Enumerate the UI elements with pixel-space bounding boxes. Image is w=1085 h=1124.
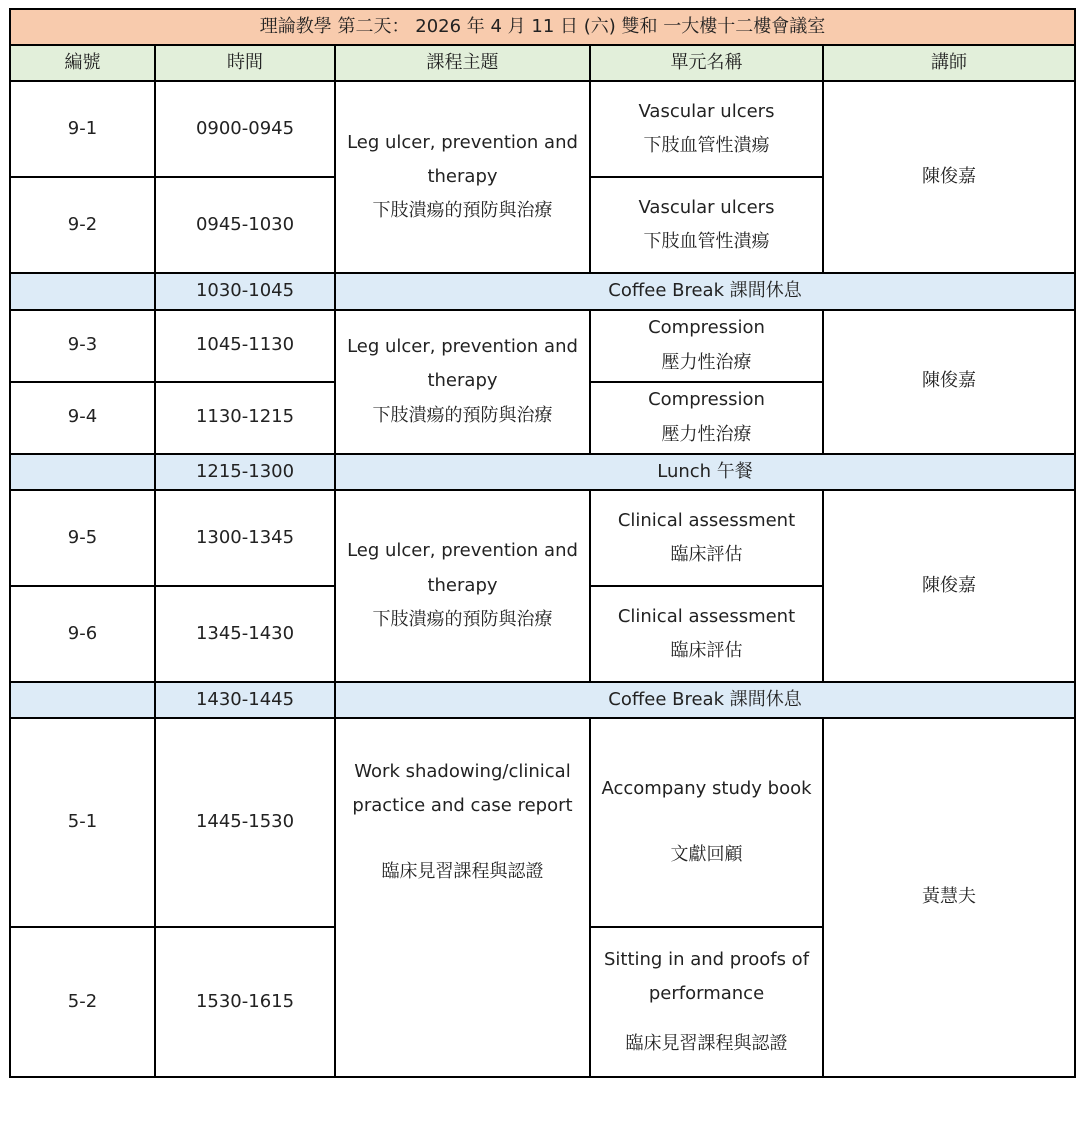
session-no: 9-1 bbox=[10, 81, 155, 177]
unit-cell bbox=[590, 177, 823, 273]
unit-en: Clinical assessment bbox=[617, 509, 796, 531]
header-unit: 單元名稱 bbox=[590, 45, 823, 81]
session-no: 9-3 bbox=[10, 310, 155, 382]
teacher-cell: 陳俊嘉 bbox=[823, 81, 1075, 273]
unit-zh: 壓力性治療 bbox=[661, 351, 752, 373]
break-time: 1430-1445 bbox=[155, 682, 335, 718]
break-label: Coffee Break 課間休息 bbox=[335, 682, 1075, 718]
unit-cell bbox=[590, 490, 823, 586]
break-time: 1215-1300 bbox=[155, 454, 335, 490]
topic-zh: 下肢潰瘍的預防與治療 bbox=[372, 404, 553, 426]
table-row bbox=[10, 490, 1075, 586]
session-no: 5-1 bbox=[10, 718, 155, 927]
unit-en: Compression bbox=[648, 317, 765, 339]
topic-zh: 下肢潰瘍的預防與治療 bbox=[372, 200, 553, 222]
break-label: Coffee Break 課間休息 bbox=[335, 273, 1075, 309]
topic-en: Work shadowing/clinical practice and case report bbox=[352, 760, 573, 817]
unit-en: Vascular ulcers bbox=[638, 197, 775, 219]
unit-cell bbox=[590, 310, 823, 382]
table-row bbox=[10, 718, 1075, 927]
topic-zh: 下肢潰瘍的預防與治療 bbox=[372, 608, 553, 630]
topic-cell bbox=[335, 310, 590, 454]
header-time: 時間 bbox=[155, 45, 335, 81]
break-row bbox=[10, 273, 1075, 309]
session-time: 1345-1430 bbox=[155, 586, 335, 682]
unit-zh: 臨床見習課程與認證 bbox=[625, 1033, 788, 1055]
session-no: 9-6 bbox=[10, 586, 155, 682]
topic-cell bbox=[335, 490, 590, 682]
session-time: 1530-1615 bbox=[155, 927, 335, 1077]
unit-en: Sitting in and proofs of performance bbox=[603, 948, 810, 1004]
session-time: 1300-1345 bbox=[155, 490, 335, 586]
break-label: Lunch 午餐 bbox=[335, 454, 1075, 490]
unit-cell bbox=[590, 718, 823, 927]
session-time: 1045-1130 bbox=[155, 310, 335, 382]
unit-zh: 壓力性治療 bbox=[661, 423, 752, 445]
session-time: 0945-1030 bbox=[155, 177, 335, 273]
session-time: 1445-1530 bbox=[155, 718, 335, 927]
topic-zh: 臨床見習課程與認證 bbox=[381, 861, 544, 883]
unit-zh: 下肢血管性潰瘍 bbox=[643, 231, 770, 253]
teacher-cell: 陳俊嘉 bbox=[823, 490, 1075, 682]
topic-en: Leg ulcer, prevention and therapy bbox=[347, 132, 578, 188]
unit-zh: 臨床評估 bbox=[670, 543, 743, 565]
break-row bbox=[10, 454, 1075, 490]
session-no: 5-2 bbox=[10, 927, 155, 1077]
unit-en: Vascular ulcers bbox=[638, 101, 775, 123]
topic-en: Leg ulcer, prevention and therapy bbox=[347, 540, 578, 596]
session-time: 0900-0945 bbox=[155, 81, 335, 177]
session-no: 9-4 bbox=[10, 382, 155, 454]
header-topic: 課程主題 bbox=[335, 45, 590, 81]
schedule-title: 理論教學 第二天： 2026 年 4 月 11 日 (六) 雙和 一大樓十二樓會議室 bbox=[10, 9, 1075, 45]
header-row bbox=[10, 45, 1075, 81]
schedule-table bbox=[9, 8, 1076, 1078]
table-row bbox=[10, 81, 1075, 177]
break-no bbox=[10, 273, 155, 309]
teacher-cell: 黃慧夫 bbox=[823, 718, 1075, 1077]
session-no: 9-5 bbox=[10, 490, 155, 586]
unit-cell bbox=[590, 81, 823, 177]
unit-zh: 文獻回顧 bbox=[670, 844, 743, 866]
break-no bbox=[10, 682, 155, 718]
topic-cell bbox=[335, 718, 590, 1077]
header-teacher: 講師 bbox=[823, 45, 1075, 81]
unit-cell bbox=[590, 382, 823, 454]
break-row bbox=[10, 682, 1075, 718]
session-time: 1130-1215 bbox=[155, 382, 335, 454]
topic-cell bbox=[335, 81, 590, 273]
header-no: 編號 bbox=[10, 45, 155, 81]
title-row bbox=[10, 9, 1075, 45]
unit-cell bbox=[590, 927, 823, 1077]
break-no bbox=[10, 454, 155, 490]
topic-en: Leg ulcer, prevention and therapy bbox=[347, 336, 578, 392]
teacher-cell: 陳俊嘉 bbox=[823, 310, 1075, 454]
unit-zh: 臨床評估 bbox=[670, 639, 743, 661]
unit-zh: 下肢血管性潰瘍 bbox=[643, 135, 770, 157]
unit-cell bbox=[590, 586, 823, 682]
session-no: 9-2 bbox=[10, 177, 155, 273]
break-time: 1030-1045 bbox=[155, 273, 335, 309]
unit-en: Clinical assessment bbox=[617, 605, 796, 627]
unit-en: Accompany study book bbox=[601, 778, 812, 800]
table-row bbox=[10, 310, 1075, 382]
unit-en: Compression bbox=[648, 389, 765, 411]
